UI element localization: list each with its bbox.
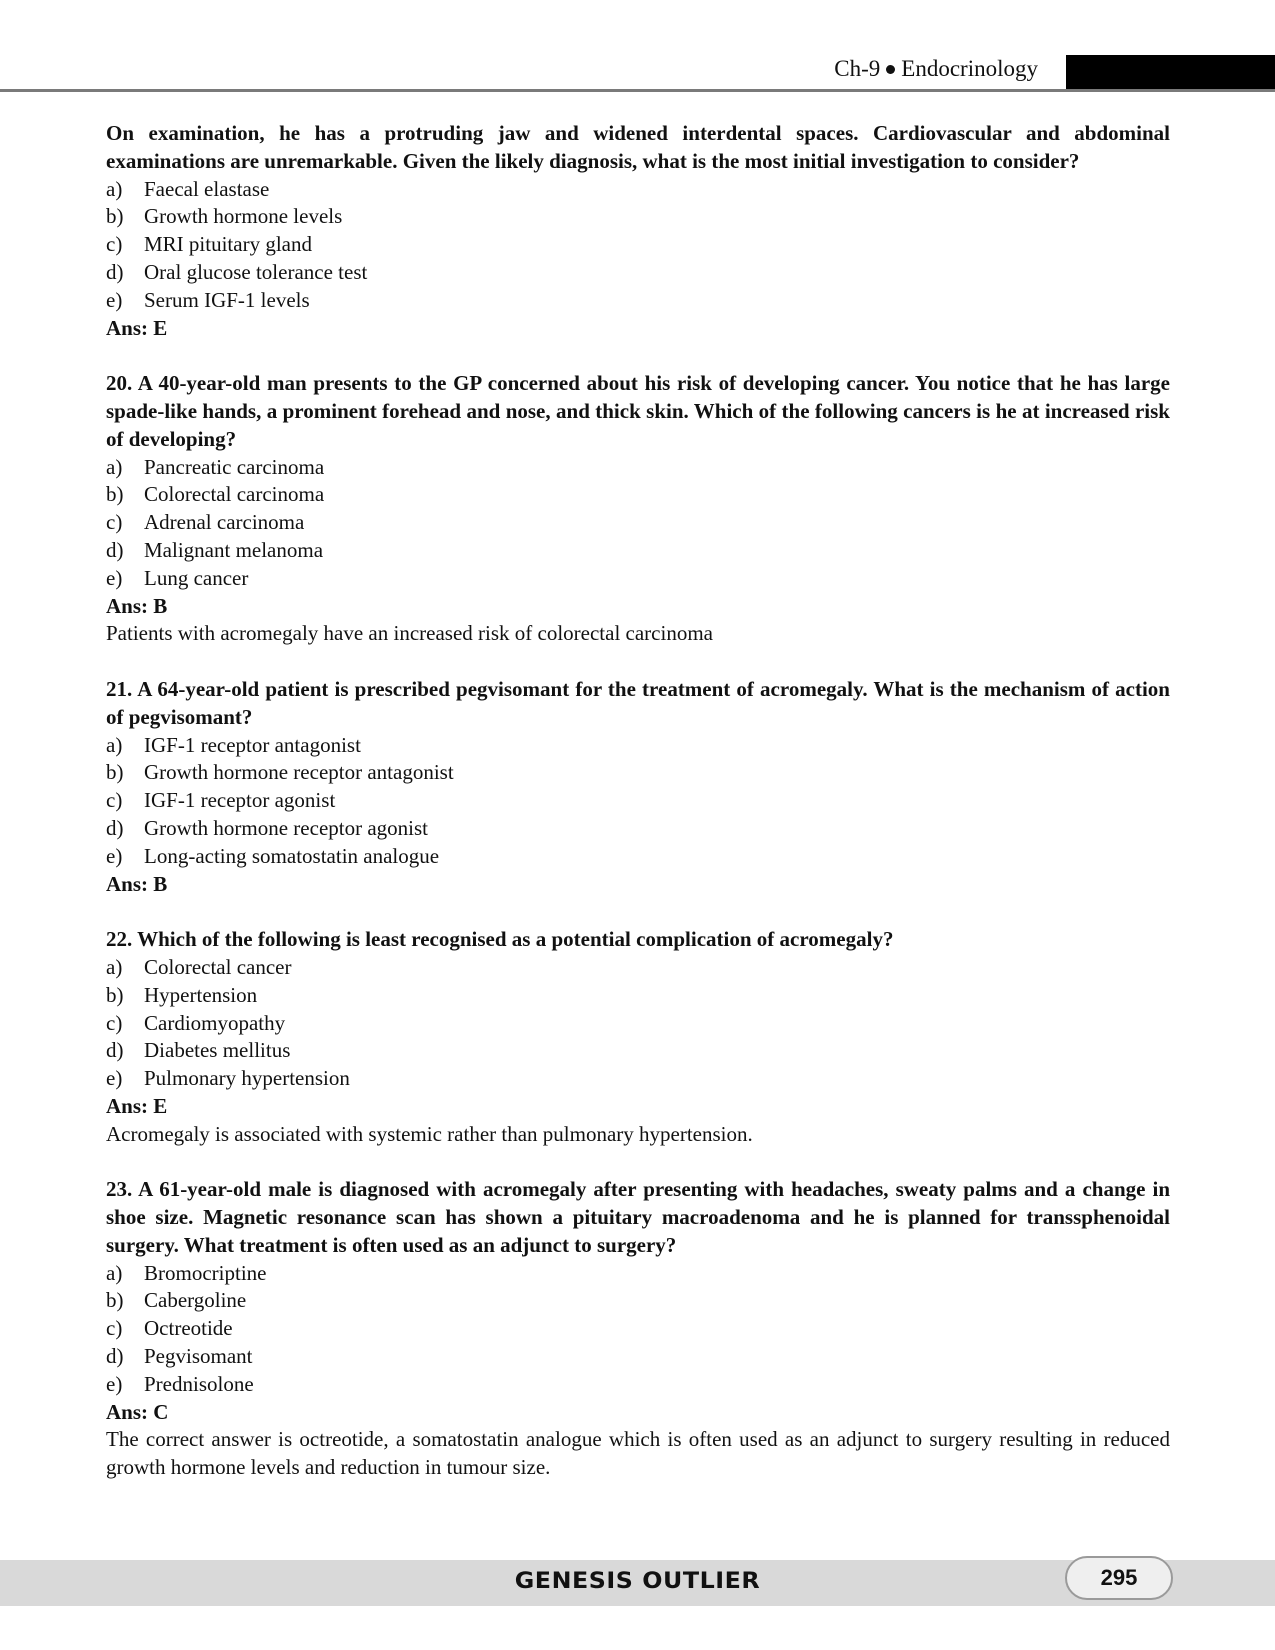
- option-text: Pancreatic carcinoma: [144, 454, 325, 479]
- chapter-title: Endocrinology: [901, 56, 1038, 81]
- option-d: [106, 1037, 1170, 1065]
- option-label: e): [106, 1066, 123, 1091]
- question-22: [106, 926, 1170, 1148]
- option-text: Oral glucose tolerance test: [144, 259, 368, 284]
- question-21: [106, 676, 1170, 898]
- option-label: a): [106, 732, 123, 757]
- option-text: Pegvisomant: [144, 1344, 253, 1369]
- answer: Ans: B: [106, 871, 168, 896]
- page-header: [0, 0, 1275, 94]
- header-black-tab: [1066, 55, 1275, 90]
- option-label: b): [106, 482, 124, 507]
- option-b: [106, 1287, 1170, 1315]
- option-text: Hypertension: [144, 982, 258, 1007]
- option-label: c): [106, 1316, 123, 1341]
- option-text: Colorectal carcinoma: [144, 482, 325, 507]
- option-label: d): [106, 1344, 124, 1369]
- option-text: Prednisolone: [144, 1371, 254, 1396]
- option-b: [106, 203, 1170, 231]
- question-23: [106, 1176, 1170, 1482]
- question-stem: On examination, he has a protruding jaw and widened interdental spaces. Cardiovascular and abdominal examinations are unremarkable. Given the likely diagnosis, what is the most initial investigation to consider?: [106, 121, 1170, 173]
- header-rule: [0, 89, 1275, 92]
- explanation: The correct answer is octreotide, a somatostatin analogue which is often used as an adjunct to surgery resulting in reduced growth hormone levels and reduction in tumour size.: [106, 1427, 1170, 1480]
- option-b: [106, 759, 1170, 787]
- option-text: Growth hormone receptor antagonist: [144, 760, 454, 785]
- option-text: Faecal elastase: [144, 176, 270, 201]
- option-label: c): [106, 510, 123, 535]
- option-label: d): [106, 815, 124, 840]
- option-c: [106, 787, 1170, 815]
- answer: Ans: C: [106, 1399, 169, 1424]
- option-label: b): [106, 982, 124, 1007]
- answer: Ans: E: [106, 315, 168, 340]
- option-text: Pulmonary hypertension: [144, 1066, 350, 1091]
- option-text: Serum IGF-1 levels: [144, 287, 310, 312]
- option-text: IGF-1 receptor agonist: [144, 788, 336, 813]
- option-d: [106, 259, 1170, 287]
- question-stem: 21. A 64-year-old patient is prescribed pegvisomant for the treatment of acromegaly. What is the mechanism of action of pegvisomant?: [106, 676, 1170, 729]
- bullet-icon: [886, 65, 895, 74]
- option-text: Lung cancer: [144, 565, 249, 590]
- option-label: b): [106, 204, 124, 229]
- option-a: [106, 176, 1170, 204]
- option-c: [106, 509, 1170, 537]
- footer-brand: GENESIS OUTLIER: [514, 1569, 761, 1594]
- answer: Ans: B: [106, 593, 168, 618]
- option-e: [106, 287, 1170, 315]
- option-e: [106, 843, 1170, 871]
- option-a: [106, 1260, 1170, 1288]
- page-number: 295: [1065, 1556, 1173, 1600]
- option-label: a): [106, 1260, 123, 1285]
- question-stem: 22. Which of the following is least recognised as a potential complication of acromegaly?: [106, 927, 894, 952]
- option-label: e): [106, 565, 123, 590]
- option-text: Growth hormone receptor agonist: [144, 815, 429, 840]
- option-label: e): [106, 843, 123, 868]
- option-text: Colorectal cancer: [144, 954, 292, 979]
- option-text: Cardiomyopathy: [144, 1010, 286, 1035]
- option-text: Bromocriptine: [144, 1260, 267, 1285]
- explanation: Patients with acromegaly have an increased risk of colorectal carcinoma: [106, 621, 713, 646]
- option-text: Long-acting somatostatin analogue: [144, 843, 440, 868]
- option-text: Cabergoline: [144, 1288, 247, 1313]
- option-label: e): [106, 287, 123, 312]
- option-e: [106, 1371, 1170, 1399]
- page-body: [106, 120, 1170, 1510]
- option-a: [106, 732, 1170, 760]
- option-label: c): [106, 1010, 123, 1035]
- question-20: [106, 370, 1170, 648]
- chapter-number: Ch-9: [834, 56, 881, 81]
- option-label: b): [106, 1288, 124, 1313]
- question-19-continued: [106, 120, 1170, 342]
- question-stem: 20. A 40-year-old man presents to the GP concerned about his risk of developing cancer. You notice that he has large spade-like hands, a prominent forehead and nose, and thick skin. Which of the following cancers is he at increased risk of developing?: [106, 371, 1170, 451]
- option-label: e): [106, 1371, 123, 1396]
- option-d: [106, 815, 1170, 843]
- option-label: c): [106, 788, 123, 813]
- question-stem: 23. A 61-year-old male is diagnosed with acromegaly after presenting with headaches, sweaty palms and a change in shoe size. Magnetic resonance scan has shown a pituitary macroadenoma and he is planned for transsphenoidal surgery. What treatment is often used as an adjunct to surgery?: [106, 1177, 1170, 1257]
- option-text: IGF-1 receptor antagonist: [144, 732, 361, 757]
- option-text: Adrenal carcinoma: [144, 510, 305, 535]
- option-text: Diabetes mellitus: [144, 1038, 291, 1063]
- explanation: Acromegaly is associated with systemic rather than pulmonary hypertension.: [106, 1121, 753, 1146]
- option-label: d): [106, 537, 124, 562]
- option-label: c): [106, 232, 123, 257]
- option-text: Growth hormone levels: [144, 204, 343, 229]
- option-b: [106, 982, 1170, 1010]
- option-d: [106, 537, 1170, 565]
- option-label: a): [106, 454, 123, 479]
- option-text: Malignant melanoma: [144, 537, 324, 562]
- option-text: MRI pituitary gland: [144, 232, 312, 257]
- option-a: [106, 454, 1170, 482]
- option-label: d): [106, 259, 124, 284]
- option-e: [106, 1065, 1170, 1093]
- option-label: b): [106, 760, 124, 785]
- option-c: [106, 1315, 1170, 1343]
- option-label: a): [106, 954, 123, 979]
- option-c: [106, 231, 1170, 259]
- option-a: [106, 954, 1170, 982]
- option-b: [106, 481, 1170, 509]
- option-text: Octreotide: [144, 1316, 233, 1341]
- option-c: [106, 1010, 1170, 1038]
- option-d: [106, 1343, 1170, 1371]
- option-label: a): [106, 176, 123, 201]
- running-header: [834, 54, 1038, 84]
- option-label: d): [106, 1038, 124, 1063]
- option-e: [106, 565, 1170, 593]
- answer: Ans: E: [106, 1093, 168, 1118]
